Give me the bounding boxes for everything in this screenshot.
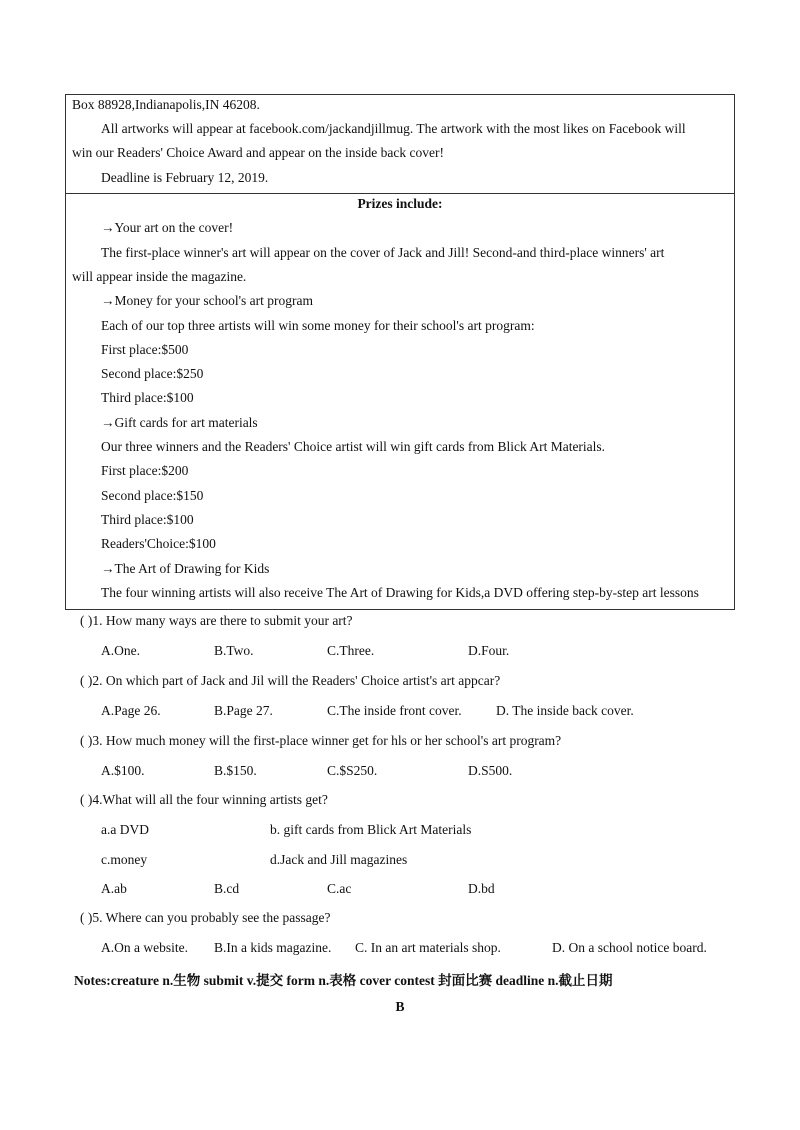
q3-option-a: A.$100. [101, 763, 145, 778]
q3-option-b: B.$150. [214, 763, 257, 778]
prize-line: will appear inside the magazine. [72, 269, 247, 284]
prize-line: The four winning artists will also receive The Art of Drawing for Kids,a DVD offering step-by-step art lessons [101, 585, 699, 600]
q4-sub-b: b. gift cards from Blick Art Materials [270, 822, 472, 837]
prize-line: Each of our top three artists will win some money for their school's art program: [101, 318, 535, 333]
q2-option-b: B.Page 27. [214, 703, 273, 718]
prize-line: Readers'Choice:$100 [101, 536, 216, 551]
q2-option-d: D. The inside back cover. [496, 703, 634, 718]
prize-line: →Money for your school's art program [101, 293, 314, 308]
q4-option-c: C.ac [327, 881, 352, 896]
q5-option-d: D. On a school notice board. [552, 940, 707, 955]
question-4-stem: ( )4.What will all the four winning artists get? [80, 792, 328, 807]
q1-option-a: A.One. [101, 643, 140, 658]
q2-option-a: A.Page 26. [101, 703, 161, 718]
prize-line: Third place:$100 [101, 390, 194, 405]
prize-line: First place:$200 [101, 463, 189, 478]
passage-box-top [65, 94, 735, 194]
prize-line: Second place:$250 [101, 366, 204, 381]
deadline-line: Deadline is February 12, 2019. [101, 170, 269, 185]
q4-sub-d: d.Jack and Jill magazines [270, 852, 408, 867]
address-line: Box 88928,Indianapolis,IN 46208. [72, 97, 260, 112]
prize-line: Second place:$150 [101, 488, 204, 503]
q1-option-b: B.Two. [214, 643, 254, 658]
prize-line: Third place:$100 [101, 512, 194, 527]
q4-option-b: B.cd [214, 881, 240, 896]
q4-sub-c: c.money [101, 852, 148, 867]
prize-line: →The Art of Drawing for Kids [101, 561, 270, 576]
q3-option-d: D.S500. [468, 763, 513, 778]
q5-option-b: B.In a kids magazine. [214, 940, 332, 955]
q3-option-c: C.$S250. [327, 763, 378, 778]
prize-line: →Gift cards for art materials [101, 415, 258, 430]
prize-line: Our three winners and the Readers' Choice artist will win gift cards from Blick Art Materials. [101, 439, 606, 454]
q4-option-d: D.bd [468, 881, 495, 896]
vocabulary-notes: Notes:creature n.生物 submit v.提交 form n.表格 cover contest 封面比赛 deadline n.截止日期 [74, 973, 613, 988]
section-b-label: B [395, 999, 405, 1014]
prize-line: The first-place winner's art will appear on the cover of Jack and Jill! Second-and third-place winners' art [101, 245, 665, 260]
prizes-heading: Prizes include: [357, 196, 443, 211]
q2-option-c: C.The inside front cover. [327, 703, 462, 718]
prizes-box [65, 193, 735, 610]
question-2-stem: ( )2. On which part of Jack and Jil will the Readers' Choice artist's art appcar? [80, 673, 501, 688]
award-line: win our Readers' Choice Award and appear on the inside back cover! [72, 145, 444, 160]
q4-option-a: A.ab [101, 881, 127, 896]
q4-sub-a: a.a DVD [101, 822, 149, 837]
question-3-stem: ( )3. How much money will the first-place winner get for hls or her school's art program? [80, 733, 562, 748]
facebook-line: All artworks will appear at facebook.com/jackandjillmug. The artwork with the most likes on Facebook will [101, 121, 686, 136]
q5-option-a: A.On a website. [101, 940, 188, 955]
q1-option-c: C.Three. [327, 643, 375, 658]
prize-line: First place:$500 [101, 342, 189, 357]
question-5-stem: ( )5. Where can you probably see the passage? [80, 910, 331, 925]
prize-line: →Your art on the cover! [101, 220, 234, 235]
q1-option-d: D.Four. [468, 643, 510, 658]
q5-option-c: C. In an art materials shop. [355, 940, 501, 955]
question-1-stem: ( )1. How many ways are there to submit your art? [80, 613, 353, 628]
